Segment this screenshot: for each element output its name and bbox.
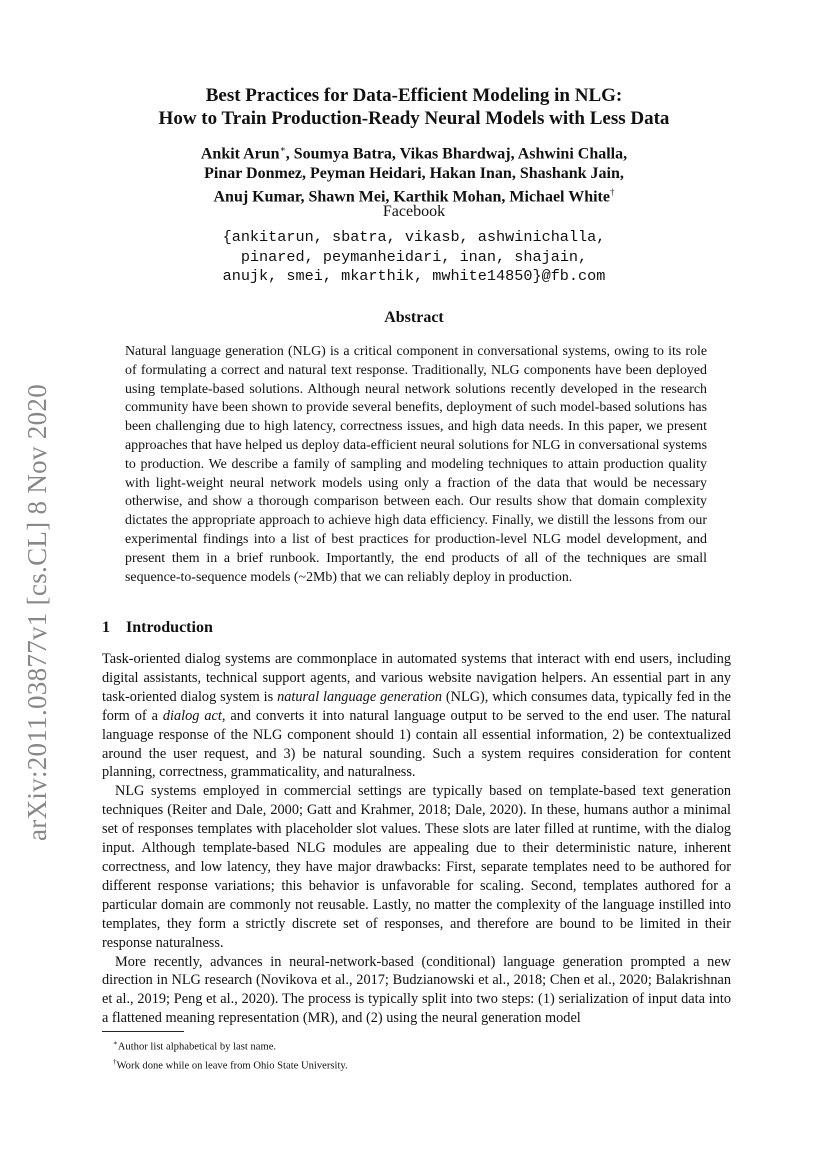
introduction-body [102, 650, 731, 1028]
abstract-heading: Abstract [384, 309, 444, 326]
footnote-2-text: Work done while on leave from Ohio State University. [116, 1060, 348, 1072]
footnote-2 [113, 1055, 348, 1074]
author-footnote-mark: ∗ [279, 144, 286, 154]
section-heading-introduction [102, 619, 213, 637]
author-footnote-mark: † [609, 187, 615, 198]
affiliation: Facebook [382, 203, 446, 220]
intro-paragraph-2: NLG systems employed in commercial settings are typically based on template-based text generation techniques (Reiter and Dale, 2000; Gatt and Krahmer, 2018; Dale, 2020). In these, humans author a minimal set of responses templates with placeholder slot values. These slots are later filled at runtime, with the dialog input. Although template-based NLG modules are appealing due to their deterministic nature, inherent correctness, and low latency, they have major drawbacks: First, separate templates need to be authored for different response variations; this behavior is unfavorable for scaling. Second, templates authored for a particular domain are commonly not reusable. Lastly, no matter the complexity of the language instilled into templates, they form a strictly discrete set of responses, and therefore are bound to be limited in their response naturalness. [102, 783, 731, 951]
footnote-divider [102, 1031, 184, 1032]
first-author-name: Ankit Arun [200, 145, 280, 163]
author-line-1-rest: , Soumya Batra, Vikas Bhardwaj, Ashwini Challa, [285, 145, 628, 163]
intro-p1-text-a: Task-oriented dialog systems are commonplace in automated systems that interact with end users, including digital assistants, technical support agents, and various website navigation helpers. An essential part in any task-oriented dialog system is [102, 651, 731, 705]
paper-title [0, 84, 828, 130]
intro-p1-emphasis-nlg: natural language generation [277, 688, 443, 705]
abstract-text: Natural language generation (NLG) is a critical component in conversational systems, owing to its role of formulating a correct and natural text response. Traditionally, NLG components have been deployed using template-based solutions. Although neural network solutions recently developed in the research community have been shown to provide several benefits, deployment of such model-based solutions has been challenging due to high latency, correctness issues, and high data needs. In this paper, we present approaches that have helped us deploy data-efficient neural solutions for NLG in conversational systems to production. We describe a family of sampling and modeling techniques to attain production quality with light-weight neural network models using only a fraction of the data that would be necessary otherwise, and show a thorough comparison between each. Our results show that domain complexity dictates the appropriate approach to achieve high data efficiency. Finally, we distill the lessons from our experimental findings into a list of best practices for production-level NLG model development, and present them in a brief runbook. Importantly, the end products of all of the techniques are small sequence-to-sequence models (~2Mb) that we can reliably deploy in production. [125, 344, 707, 585]
footnotes [113, 1036, 348, 1073]
intro-paragraph-3: More recently, advances in neural-network-based (conditional) language generation prompted a new direction in NLG research (Novikova et al., 2017; Budzianowski et al., 2018; Chen et al., 2020; Balakrishnan et al., 2019; Peng et al., 2020). The process is typically split into two steps: (1) serialization of input data into a flattened meaning representation (MR), and (2) using the neural generation model [102, 953, 731, 1027]
author-line-1 [0, 140, 828, 164]
email-line-2: pinared, peymanheidari, inan, shajain, [240, 247, 588, 266]
footnote-2-mark: † [113, 1057, 117, 1066]
arxiv-identifier-stamp [20, 362, 56, 862]
author-line-2: Pinar Donmez, Peyman Heidari, Hakan Inan, Shashank Jain, [204, 164, 624, 182]
email-line-3: anujk, smei, mkarthik, mwhite14850}@fb.com [222, 267, 606, 285]
email-line-1: {ankitarun, sbatra, vikasb, ashwinichalla, [222, 228, 606, 246]
intro-paragraph-1 [102, 650, 731, 782]
intro-p1-text-c: , and converts it into natural language output to be served to the end user. The natural language response of the NLG component should 1) contain all essential information, 2) be contextualized around the user request, and 3) be natural sounding. Such a system requires consideration for content planning, correctness, grammaticality, and naturalness. [102, 707, 731, 781]
section-title: Introduction [126, 619, 213, 636]
section-number: 1 [102, 619, 110, 636]
paper-title-line-1: Best Practices for Data-Efficient Modeling in NLG: [205, 85, 623, 106]
intro-p1-emphasis-dialog-act: dialog act [162, 707, 222, 724]
footnote-1-mark: ∗ [113, 1039, 118, 1047]
footnote-1 [113, 1036, 348, 1055]
intro-p1-text-b: (NLG), which consumes data, typically fed in the form of a [102, 688, 731, 724]
arxiv-identifier-text: arXiv:2011.03877v1 [cs.CL] 8 Nov 2020 [22, 383, 53, 841]
author-list [0, 140, 828, 207]
footnote-1-text: Author list alphabetical by last name. [117, 1041, 277, 1053]
paper-title-line-2: How to Train Production-Ready Neural Models with Less Data [158, 108, 670, 129]
author-emails [0, 228, 828, 287]
author-line-3-names: Anuj Kumar, Shawn Mei, Karthik Mohan, Michael White [213, 188, 610, 206]
